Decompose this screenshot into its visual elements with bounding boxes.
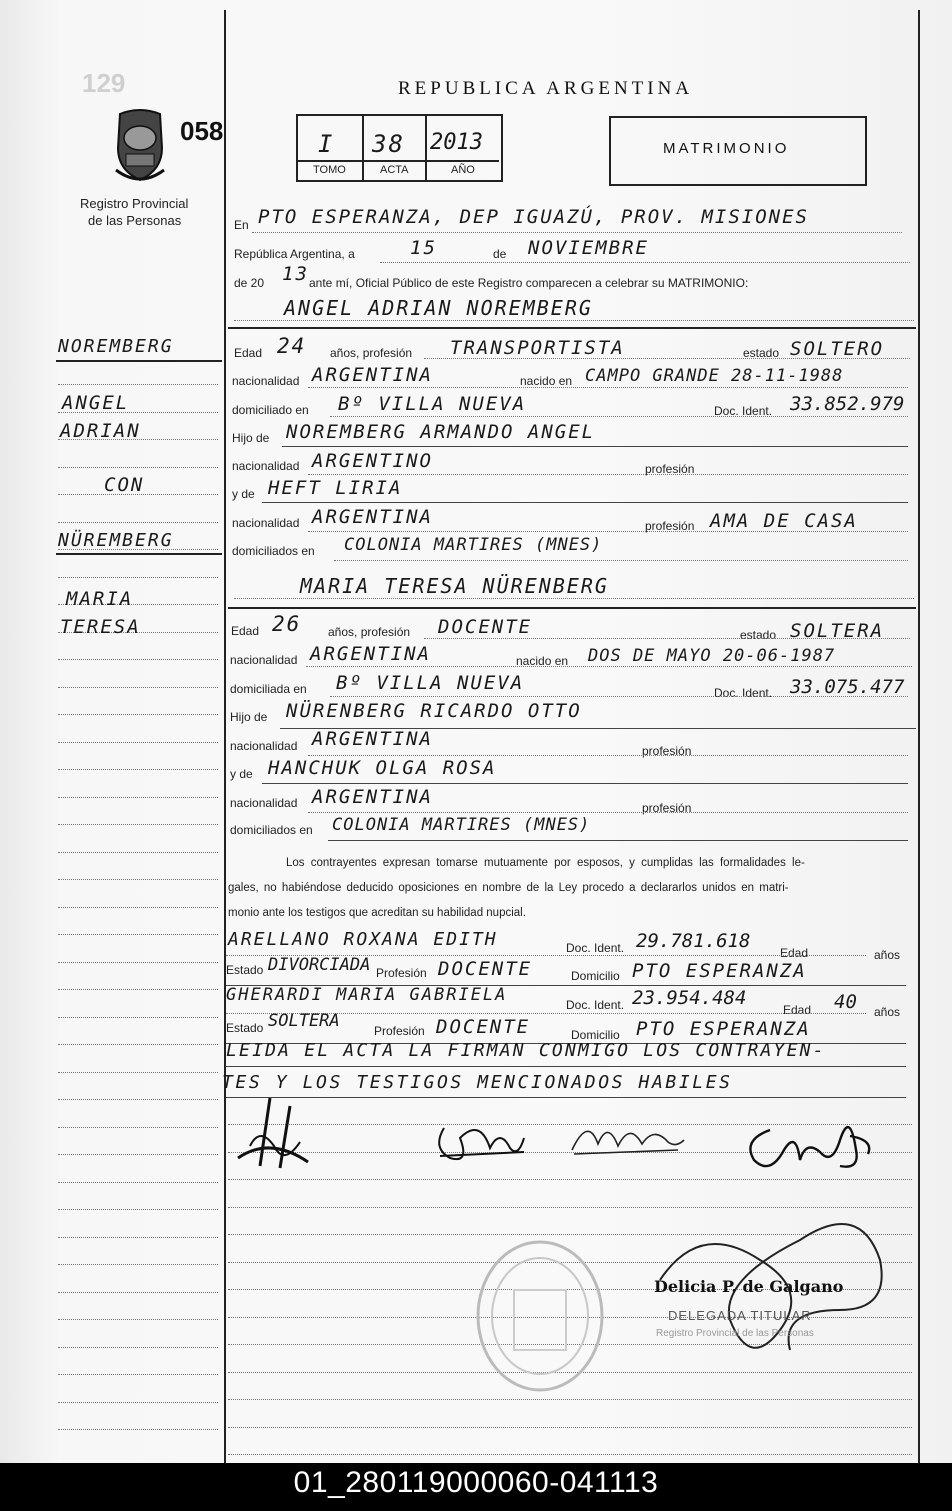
margin-rule-line (58, 522, 218, 523)
acta-label: ACTA (380, 164, 409, 176)
margin-rule-line (58, 1017, 218, 1018)
margin-rule-line (58, 1154, 218, 1155)
officer-signature (640, 1180, 900, 1370)
anio-value: 2013 (430, 130, 483, 155)
margin-rule-line (58, 797, 218, 798)
registry-line-2: de las Personas (88, 213, 182, 228)
margin-rule-line (58, 769, 218, 770)
margin-rule-line (58, 1044, 218, 1045)
day: 15 (410, 237, 437, 259)
right-rule (918, 10, 920, 1463)
signature-4 (740, 1100, 880, 1180)
margin-name-1b: ADRIAN (60, 420, 141, 442)
margin-rule-line (58, 1374, 218, 1375)
signature-1 (230, 1096, 320, 1176)
spouse1-name: ANGEL ADRIAN NOREMBERG (284, 296, 593, 320)
country-title: REPUBLICA ARGENTINA (398, 78, 694, 99)
act-type: MATRIMONIO (663, 140, 790, 157)
margin-rule-line (58, 962, 218, 963)
folio-number: 058 (180, 116, 224, 146)
anio-label: AÑO (451, 164, 475, 176)
margin-rule-line (58, 852, 218, 853)
margin-rule-line (58, 1209, 218, 1210)
margin-rule-line (58, 1347, 218, 1348)
margin-rule-line (58, 989, 218, 990)
coat-of-arms-icon (108, 108, 172, 184)
acta-value: 38 (372, 130, 405, 158)
margin-rule-line (58, 1319, 218, 1320)
margin-rule-line (58, 659, 218, 660)
margin-rule-line (58, 742, 218, 743)
margin-rule-line (58, 1099, 218, 1100)
margin-rule-line (58, 577, 218, 578)
signature-rule-line (228, 1427, 912, 1428)
margin-surname-2: NÜREMBERG (58, 530, 174, 551)
margin-rule-line (58, 467, 218, 468)
margin-rule-line (58, 934, 218, 935)
margin-name-1a: ANGEL (62, 392, 130, 414)
margin-rule-line (58, 879, 218, 880)
margin-rule-line (58, 824, 218, 825)
officer-name: Delicia P. de Galgano (654, 1277, 844, 1296)
tomo-label: TOMO (313, 164, 346, 176)
margin-rule-line (58, 714, 218, 715)
officer-title: DELEGADA TITULAR (668, 1308, 812, 1323)
declaration-line-2: gales, no habiéndose deducido oposiciones en nombre de la Ley procedo a declararlos unidos en matri- (228, 882, 789, 894)
margin-con: CON (104, 474, 145, 496)
margin-rule-line (58, 1402, 218, 1403)
declaration-line-3: monio ante los testigos que acreditan su habilidad nupcial. (228, 907, 526, 919)
margin-rule-line (58, 1429, 218, 1430)
spouse2-name: MARIA TERESA NÜRENBERG (300, 574, 609, 598)
margin-surname-1: NOREMBERG (58, 336, 174, 357)
margin-name-2a: MARIA (66, 588, 134, 610)
official-seal (470, 1236, 610, 1396)
signature-2 (430, 1108, 530, 1168)
document-page: 129 058 Registro Provincial de las Personas REPUBLICA ARGENTINA I 38 2013 TOMO ACTA AÑO MATRIMONIO NOREMBERG ANGEL ADRIAN CON NÜREMBERG MARIA TERESA En PTO ESPERANZA, DEP IGUAZÚ, PROV. MISIONES República Argentina, a 15 de NOVIEMBRE de 20 13 ante mí, Oficial Público de este Registro comparecen a celebrar su MATRIMONIO: ANGEL ADRIAN NOREMBERG Edad 24 años, profesión TRANSPORTISTA estado SOLTERO nacionalidad ARGENTINA nacido en CAMPO GRANDE 28-11-1988 domiciliado en Bº VILLA NUEVA Doc. Ident. 33.852.979 Hijo de NOREMBERG ARMANDO ANGEL nacionalidad ARGENTINO profesión y de HEFT LIRIA nacionalidad ARGENTINA profesión AMA DE CASA domiciliados en COLONIA MARTIRES (MNES) MARIA TERESA NÜRENBERG Edad 26 años, profesión DOCENTE estado SOLTERA nacionalidad ARGENTINA nacido en DOS DE MAYO 20-06-1987 domiciliada en Bº VILLA NUEVA Doc. Ident. 33.075.477 Hijo de NÜRENBERG RICARDO OTTO nacionalidad ARGENTINA profesión y de HANCHUK OLGA ROSA nacionalidad ARGENTINA profesión domiciliados en COLONIA MARTIRES (MNES) Los contrayentes expresan tomarse mutuamente por esposos, y cumplidas las formalidades le- gales, no habiéndose deducido oposiciones en nombre de la Ley procedo a declararlos unidos en matri- monio ante los testigos que acreditan su habilidad nupcial. ARELLANO ROXANA EDITH Doc. Ident. 29.781.618 Edad años Estado DIVORCIADA Profesión DOCENTE Domicilio PTO ESPERANZA GHERARDI MARIA GABRIELA Doc. Ident. 23.954.484 Edad 40 años Estado SOLTERA Profesión DOCENTE Domicilio PTO ESPERANZA LEIDA EL ACTA LA FIRMAN CONMIGO LOS CONTRAYEN- TES Y LOS TESTIGOS MENCIONADOS HABILES Delicia P. de Galgano DELEGADA TITULAR Registro Provincial de las Personas (0, 0, 952, 1463)
margin-rule-line (58, 1264, 218, 1265)
margin-rule-line (58, 384, 218, 385)
declaration-line-1: Los contrayentes expresan tomarse mutuamente por esposos, y cumplidas las formalidades le- (286, 857, 805, 869)
margin-rule-line (58, 907, 218, 908)
margin-rule-line (58, 1292, 218, 1293)
signature-rule-line (228, 1399, 912, 1400)
witness2-name: GHERARDI MARIA GABRIELA (226, 985, 508, 1005)
margin-rule-line (58, 1127, 218, 1128)
closing-line-1: LEIDA EL ACTA LA FIRMAN CONMIGO LOS CONTRAYEN- (226, 1040, 826, 1061)
signature-3 (568, 1110, 688, 1160)
margin-rule (224, 10, 226, 1463)
place: PTO ESPERANZA, DEP IGUAZÚ, PROV. MISIONES (258, 206, 809, 228)
registry-line-1: Registro Provincial (80, 196, 189, 211)
margin-rule-line (58, 1072, 218, 1073)
margin-rule-line (58, 687, 218, 688)
signature-rule-line (228, 1454, 912, 1455)
margin-rule-line (58, 1237, 218, 1238)
margin-name-2b: TERESA (60, 616, 141, 638)
year-suffix: 13 (282, 263, 309, 285)
month: NOVIEMBRE (528, 237, 649, 259)
margin-rule-line (58, 1182, 218, 1183)
footer-id: 01_280119000060-041113 (293, 1466, 659, 1499)
faint-stamp: 129 (82, 68, 126, 98)
witness1-name: ARELLANO ROXANA EDITH (228, 929, 498, 950)
closing-line-2: TES Y LOS TESTIGOS MENCIONADOS HABILES (222, 1072, 733, 1093)
officer-org: Registro Provincial de las Personas (656, 1328, 814, 1339)
tomo-value: I (318, 130, 335, 158)
